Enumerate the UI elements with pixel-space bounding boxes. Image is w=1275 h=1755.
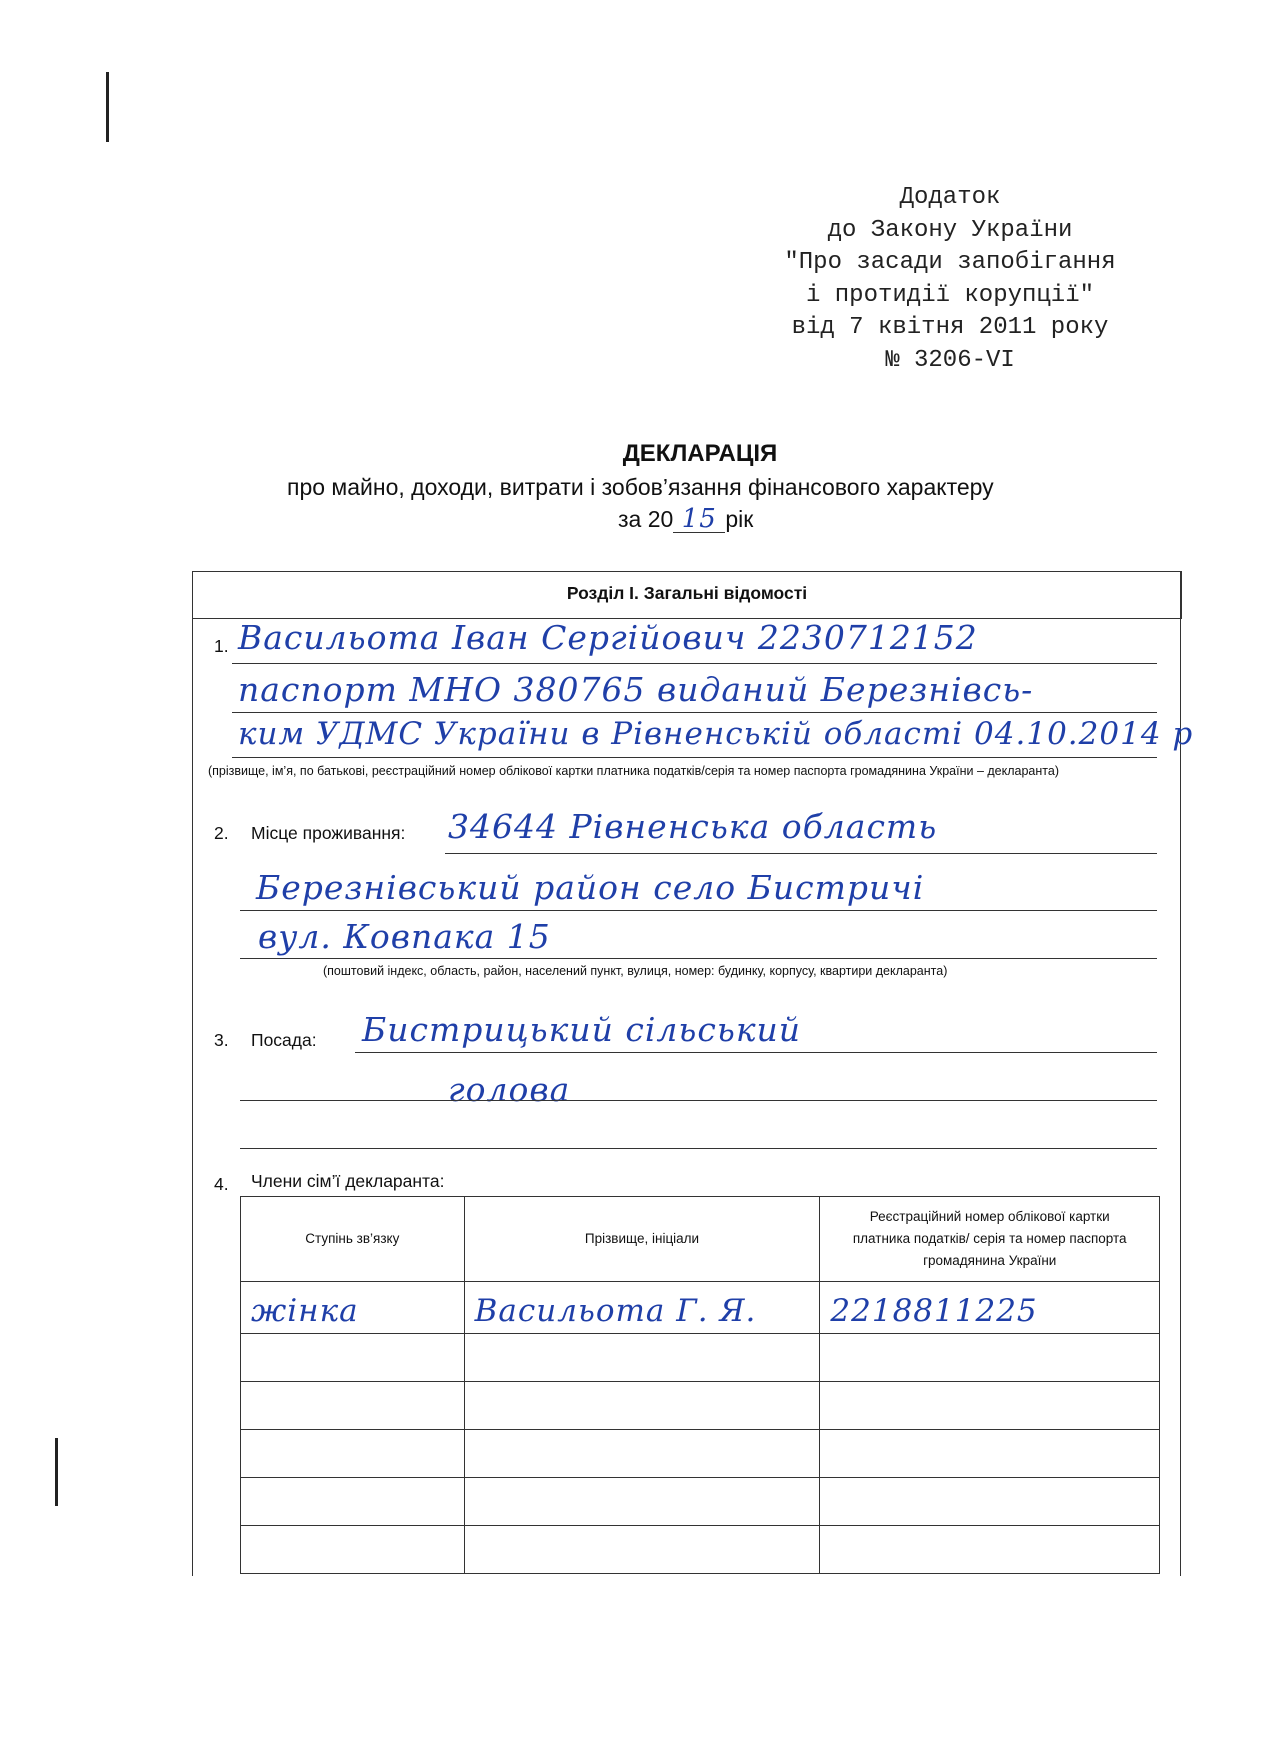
appendix-block (720, 182, 1180, 377)
family-members-table (240, 1196, 1160, 1574)
cell-name: Васильота Г. Я. (464, 1282, 820, 1334)
appendix-line-1: Додаток (899, 184, 1001, 211)
item2-underline-1 (445, 853, 1157, 854)
item2-line-2: Березнівський район село Бистричі (256, 868, 925, 907)
header-reg: Реєстраційний номер облікової картки платника податків/ серія та номер паспорта громадянина України (820, 1197, 1160, 1282)
table-row (241, 1478, 1160, 1526)
appendix-line-5: від 7 квітня 2011 року (791, 314, 1109, 341)
item1-number: 1. (214, 636, 229, 656)
item1-line-1: Васильота Іван Сергійович 2230712152 (238, 618, 978, 657)
table-header-row (241, 1197, 1160, 1282)
item1-caption: (прізвище, ім’я, по батькові, реєстраційний номер облікової картки платника податків/серія та номер паспорта громадянина України – декларанта) (208, 764, 1059, 778)
header-name: Прізвище, ініціали (464, 1197, 820, 1282)
year-value: 15 (673, 506, 725, 533)
item3-underline-3 (240, 1148, 1157, 1149)
cell-relation: жінка (241, 1282, 465, 1334)
item3-number: 3. (214, 1030, 229, 1050)
cell-reg: 2218811225 (820, 1282, 1160, 1334)
item2-label: Місце проживання: (251, 823, 406, 843)
item3-underline-2 (240, 1100, 1157, 1101)
appendix-line-2: до Закону України (827, 216, 1073, 244)
item4-number: 4. (214, 1174, 229, 1194)
item1-line-2: паспорт МНО 380765 виданий Березнівсь- (238, 670, 1034, 709)
section-title: Розділ I. Загальні відомості (566, 583, 808, 603)
item2-caption: (поштовий індекс, область, район, населений пункт, вулиця, номер: будинку, корпусу, квартири декларанта) (323, 964, 948, 978)
table-row (241, 1430, 1160, 1478)
header-relation: Ступінь зв’язку (241, 1197, 465, 1282)
table-row (241, 1526, 1160, 1574)
table-row (241, 1382, 1160, 1430)
year-prefix: за 20 (618, 506, 674, 532)
item2-line-1: 34644 Рівненська область (448, 807, 938, 846)
binder-mark-bottom (55, 1438, 58, 1506)
item3-label: Посада: (251, 1030, 317, 1050)
item3-line-2: голова (448, 1070, 571, 1109)
item3-line-1: Бистрицький сільський (362, 1010, 802, 1049)
table-row (241, 1334, 1160, 1382)
item2-number: 2. (214, 823, 229, 843)
section-frame-left (192, 571, 193, 1576)
item2-underline-2 (240, 910, 1157, 911)
item1-underline-3 (232, 757, 1157, 758)
binder-mark-top (106, 72, 109, 142)
declaration-subtitle: про майно, доходи, витрати і зобов’язання фінансового характеру (287, 474, 994, 500)
declaration-year (618, 506, 753, 533)
appendix-line-6: № 3206-VI (885, 346, 1015, 374)
table-row (241, 1282, 1160, 1334)
declaration-title: ДЕКЛАРАЦІЯ (622, 440, 778, 467)
year-suffix: рік (725, 506, 754, 532)
item1-underline-2 (232, 712, 1157, 713)
appendix-line-4: і протидії корупції" (805, 281, 1095, 309)
item1-line-3: ким УДМС України в Рівненській області 04.10.2014 р (238, 716, 1194, 752)
item2-underline-3 (240, 958, 1157, 959)
item4-label: Члени сім’ї декларанта: (251, 1171, 445, 1191)
item1-underline-1 (232, 663, 1157, 664)
appendix-line-3: "Про засади запобігання (784, 249, 1116, 276)
item2-line-3: вул. Ковпака 15 (258, 917, 551, 956)
item3-underline-1 (355, 1052, 1157, 1053)
